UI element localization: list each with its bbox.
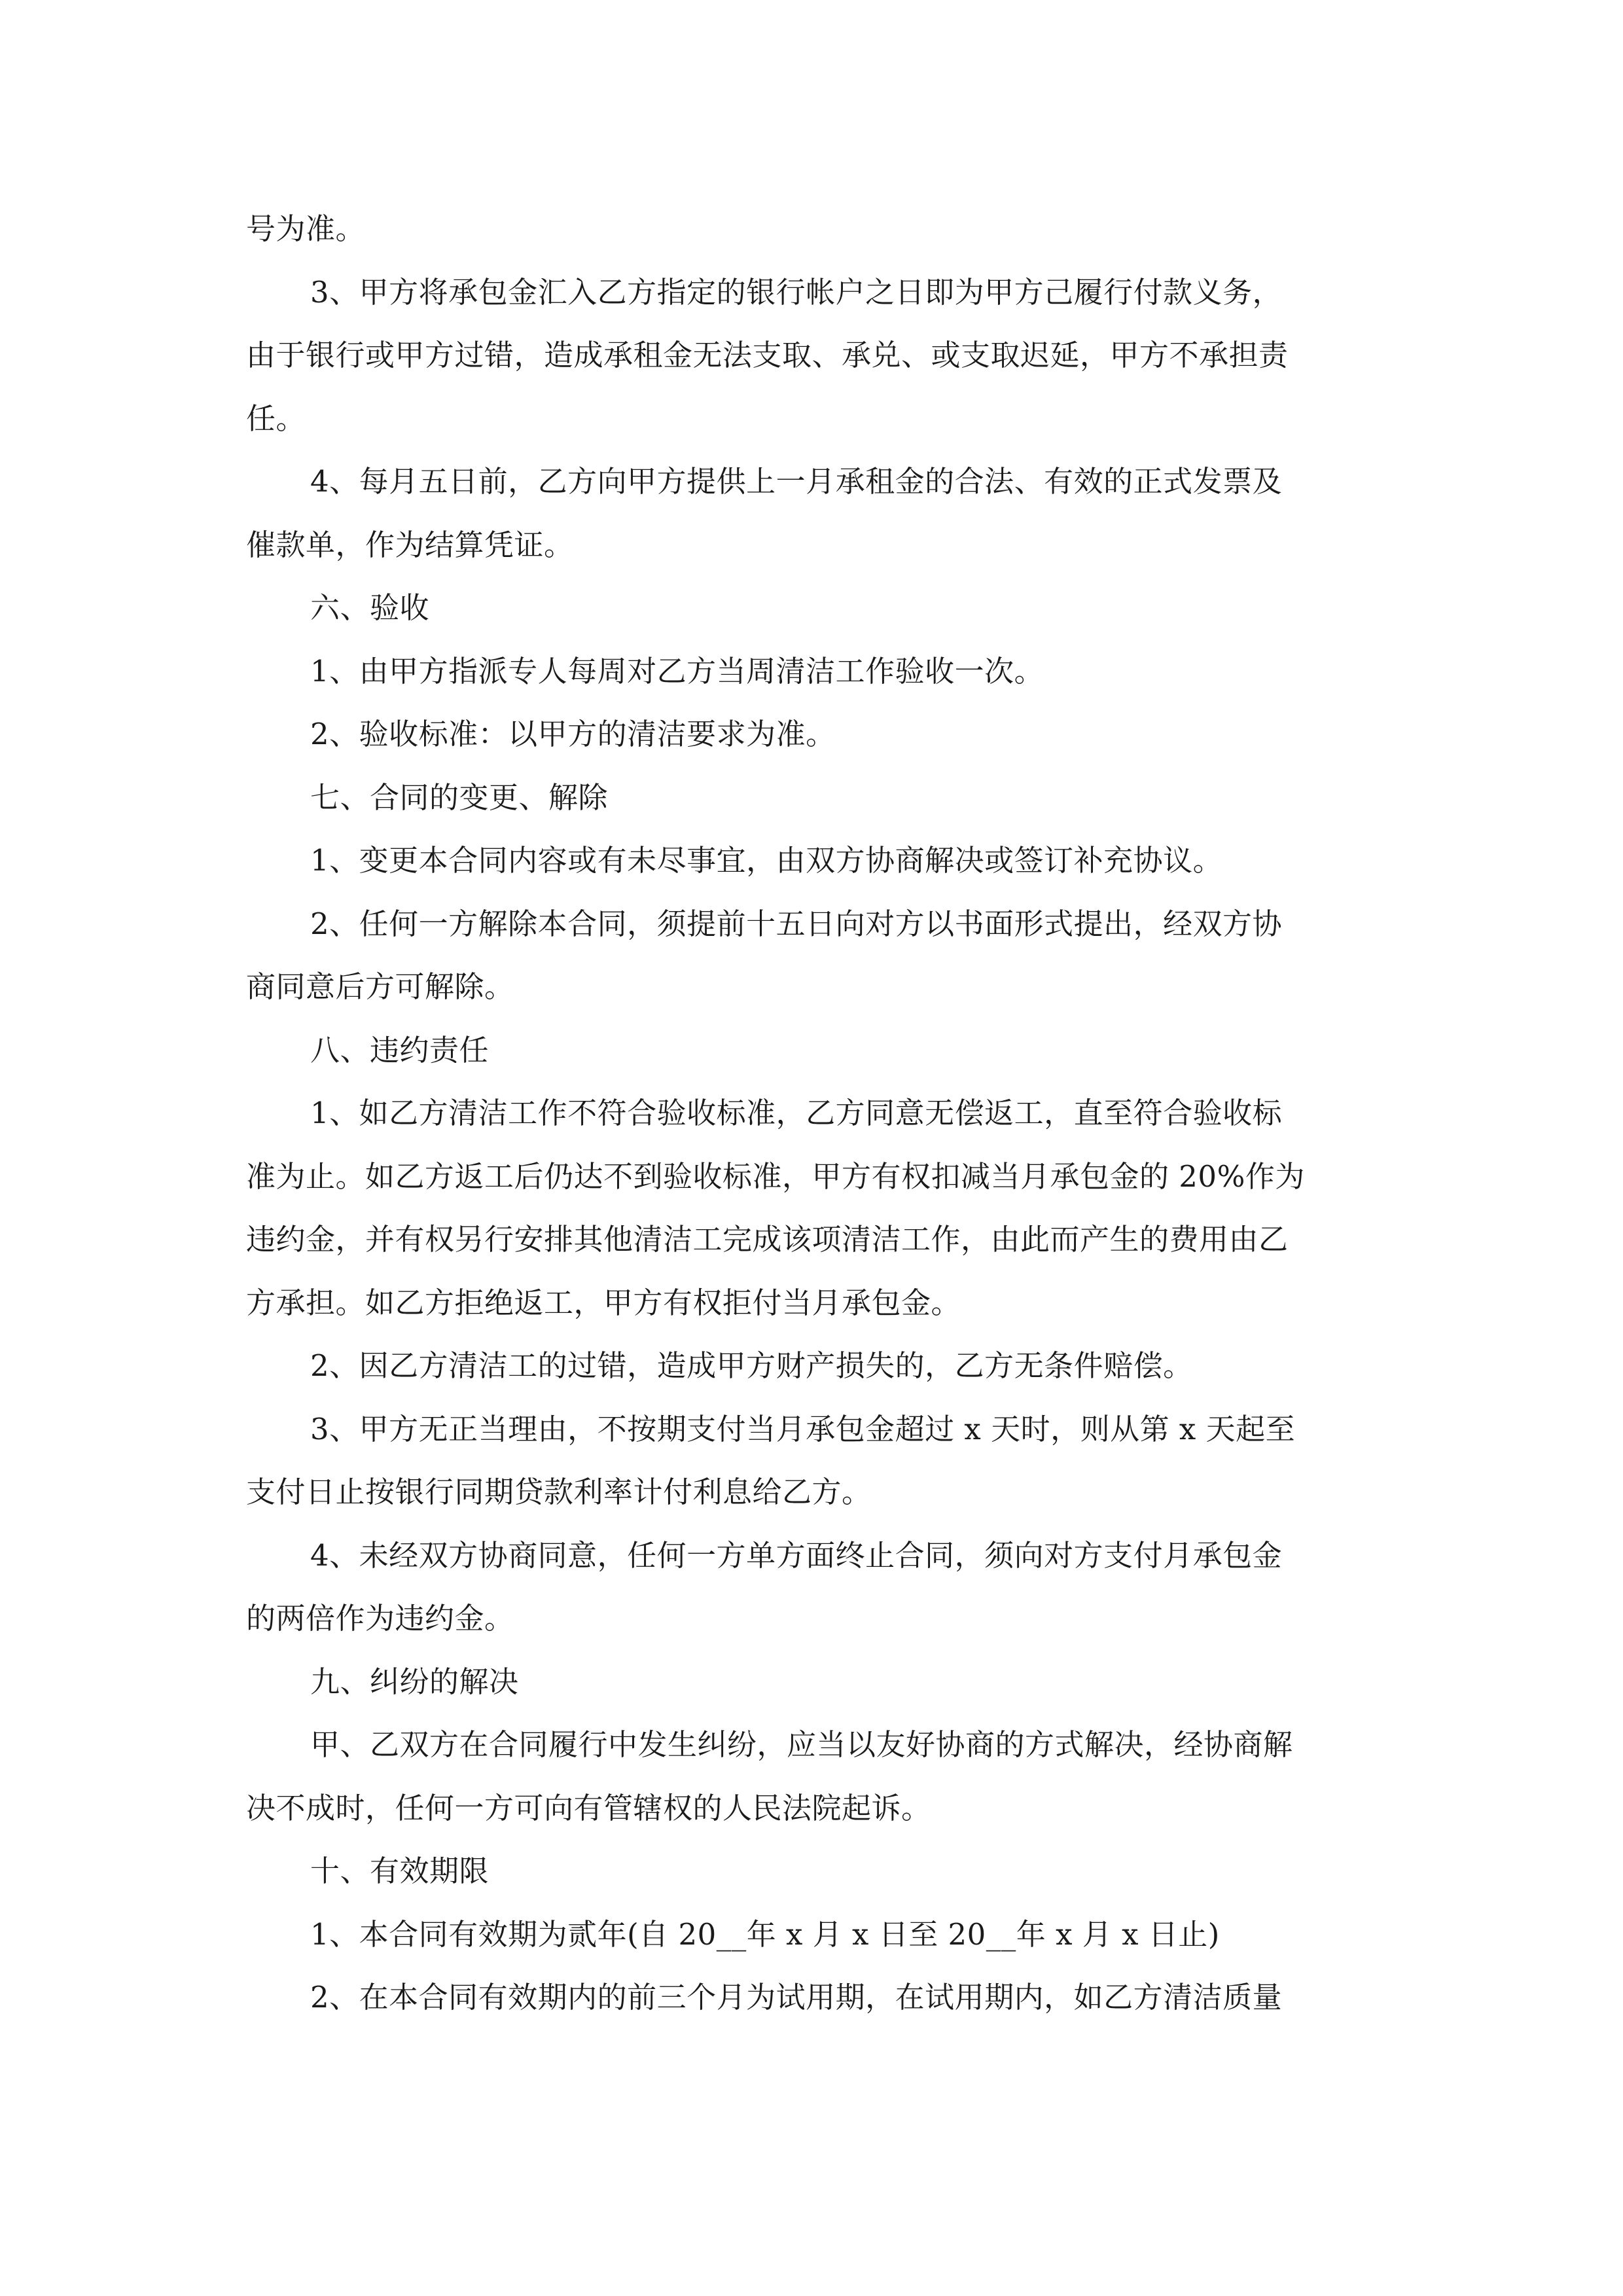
paragraph-line: 3、甲方无正当理由，不按期支付当月承包金超过 x 天时，则从第 x 天起至 [310,1411,1296,1446]
paragraph-line: 4、每月五日前，乙方向甲方提供上一月承租金的合法、有效的正式发票及 [310,464,1283,499]
section-heading: 七、合同的变更、解除 [310,780,609,815]
paragraph-line: 任。 [246,401,306,436]
paragraph-line: 准为止。如乙方返工后仍达不到验收标准，甲方有权扣减当月承包金的 20%作为 [246,1158,1305,1194]
section-heading: 九、纠纷的解决 [310,1664,519,1699]
paragraph-line: 2、任何一方解除本合同，须提前十五日向对方以书面形式提出，经双方协 [310,906,1283,941]
paragraph-line: 决不成时，任何一方可向有管辖权的人民法院起诉。 [246,1790,931,1825]
paragraph-line: 支付日止按银行同期贷款利率计付利息给乙方。 [246,1475,872,1509]
paragraph-line: 甲、乙双方在合同履行中发生纠纷，应当以友好协商的方式解决，经协商解 [310,1727,1293,1762]
paragraph-line: 1、变更本合同内容或有未尽事宜，由双方协商解决或签订补充协议。 [310,843,1223,878]
section-heading: 十、有效期限 [310,1854,490,1888]
paragraph-line: 2、因乙方清洁工的过错，造成甲方财产损失的，乙方无条件赔偿。 [310,1348,1193,1383]
paragraph-line: 商同意后方可解除。 [246,969,514,1004]
document-body [246,198,1380,2030]
section-heading: 六、验收 [310,590,430,625]
paragraph-line: 1、由甲方指派专人每周对乙方当周清洁工作验收一次。 [310,653,1044,689]
paragraph-line: 2、在本合同有效期内的前三个月为试用期，在试用期内，如乙方清洁质量 [310,1980,1283,2015]
paragraph-line: 由于银行或甲方过错，造成承租金无法支取、承兑、或支取迟延，甲方不承担责 [246,338,1289,372]
paragraph-line: 3、甲方将承包金汇入乙方指定的银行帐户之日即为甲方己履行付款义务， [310,274,1283,310]
paragraph-line: 方承担。如乙方拒绝返工，甲方有权拒付当月承包金。 [246,1285,961,1320]
paragraph-line: 1、如乙方清洁工作不符合验收标准，乙方同意无偿返工，直至符合验收标 [310,1096,1283,1130]
paragraph-line: 违约金，并有权另行安排其他清洁工完成该项清洁工作，由此而产生的费用由乙 [246,1222,1289,1257]
paragraph-line: 的两倍作为违约金。 [246,1601,514,1636]
paragraph-line: 1、本合同有效期为贰年(自 20__年 x 月 x 日至 20__年 x 月 x 日止) [310,1916,1220,1952]
paragraph-line: 号为准。 [246,211,366,246]
paragraph-line: 催款单，作为结算凭证。 [246,527,574,562]
paragraph-line: 4、未经双方协商同意，任何一方单方面终止合同，须向对方支付月承包金 [310,1537,1283,1573]
paragraph-line: 2、验收标准：以甲方的清洁要求为准。 [310,717,836,751]
section-heading: 八、违约责任 [310,1032,490,1067]
